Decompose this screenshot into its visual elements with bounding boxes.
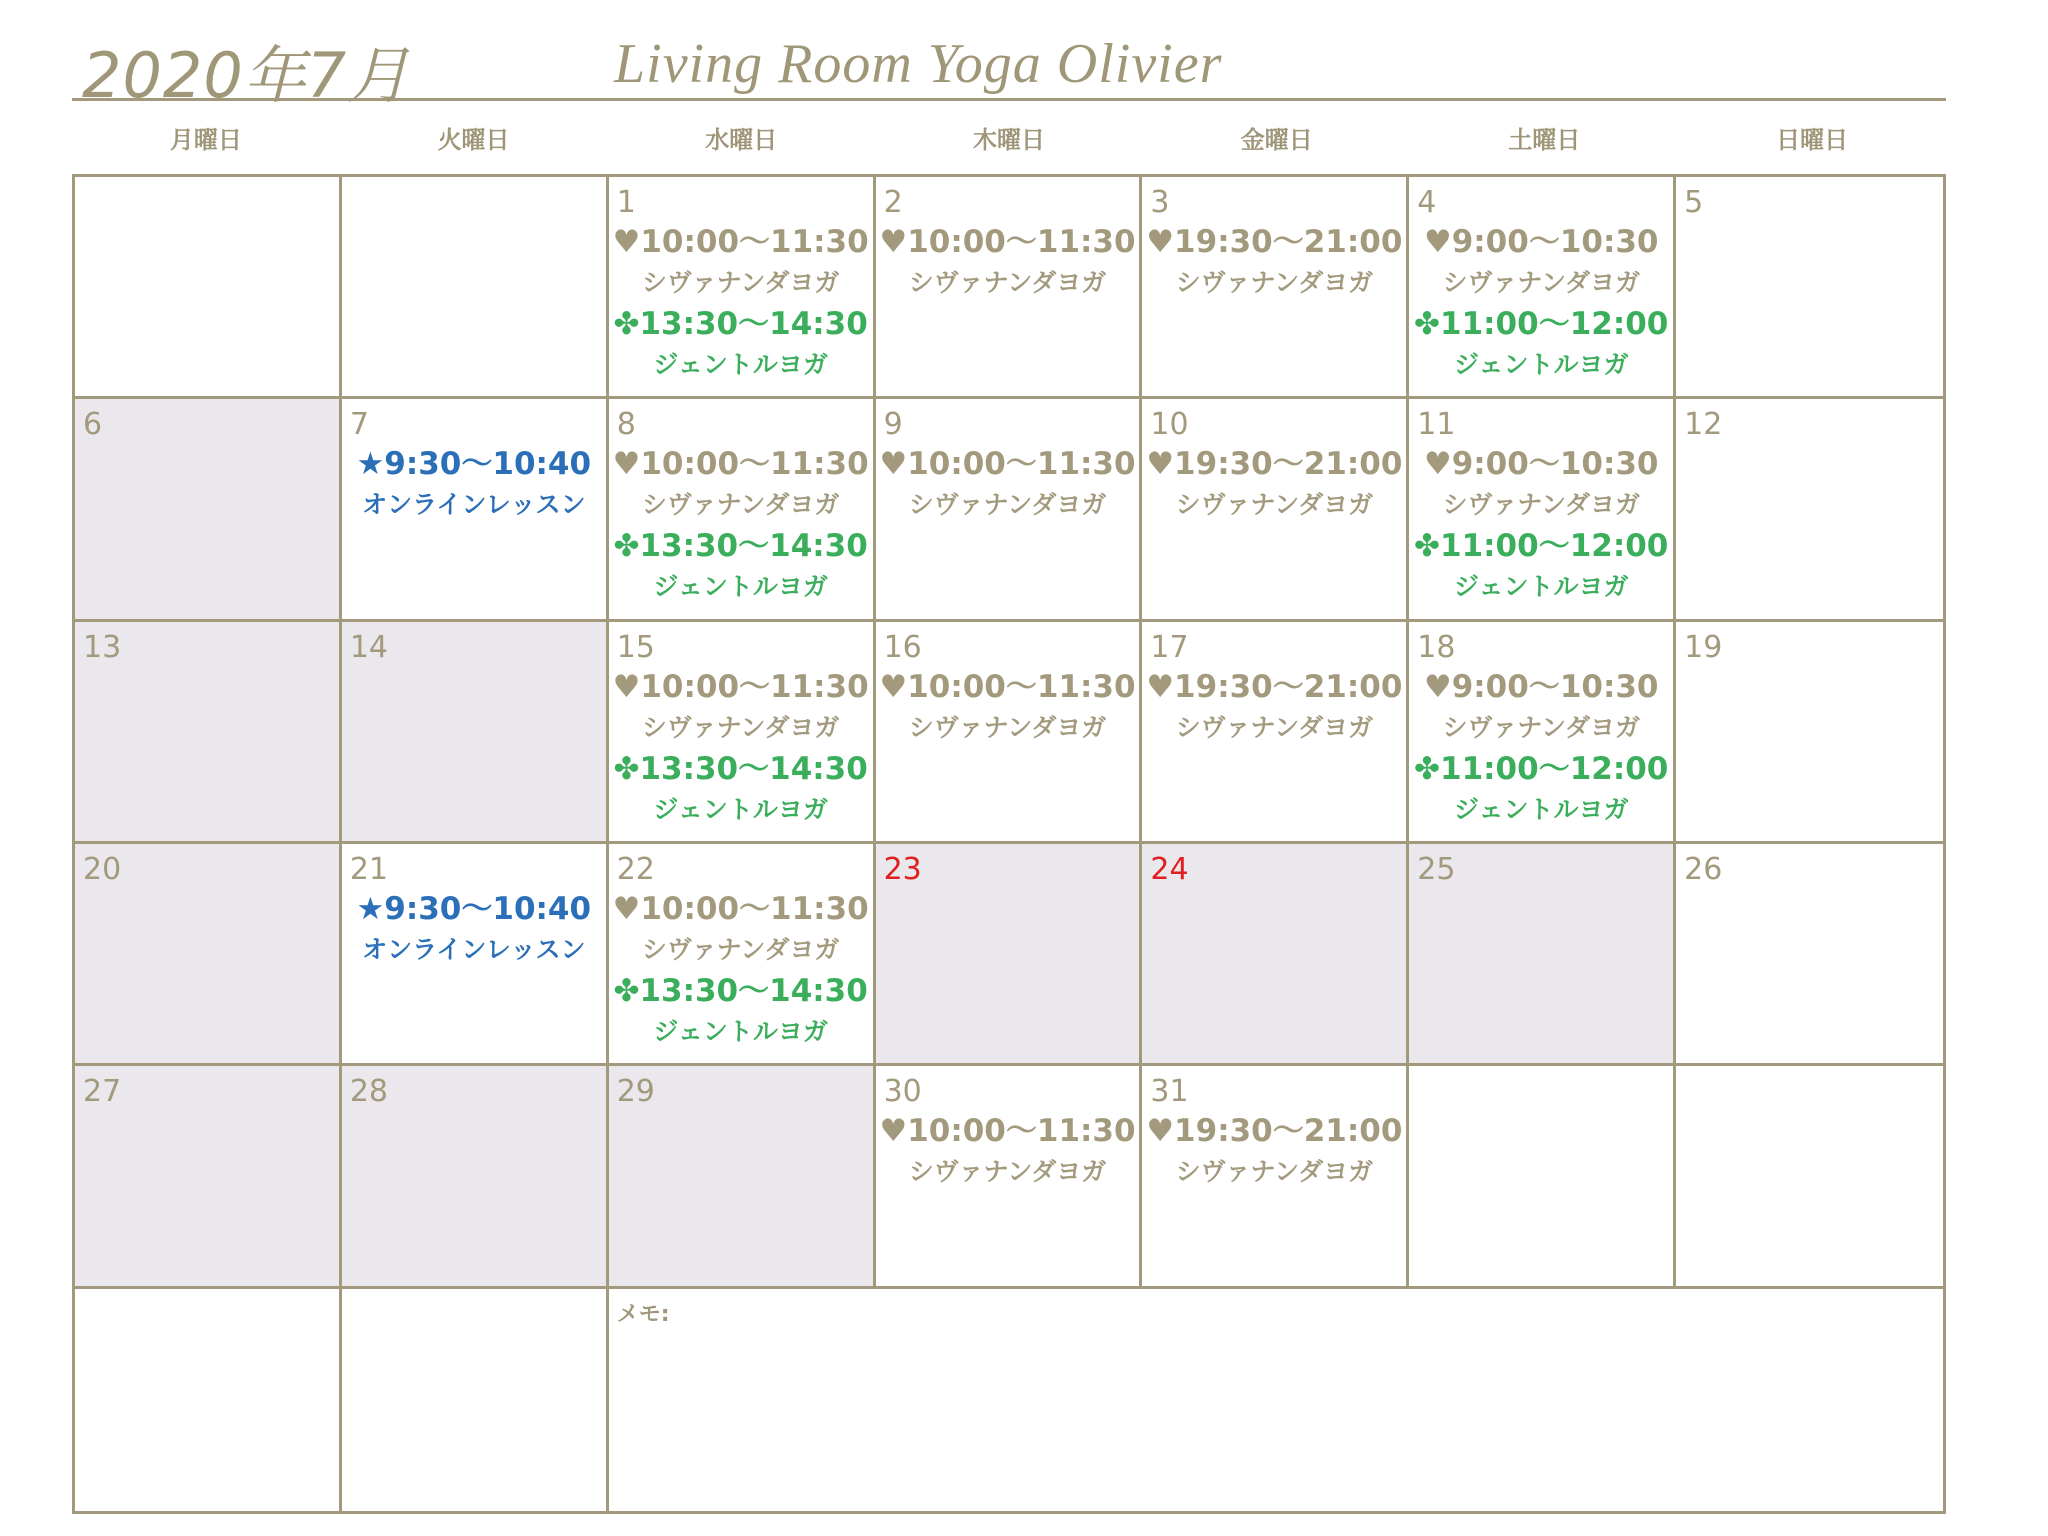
event-time: ♥9:00〜10:30 [1423,446,1659,483]
day-number: 10 [1150,407,1189,443]
day-cell[interactable] [1676,177,1943,399]
event-name: シヴァナンダヨガ [908,490,1107,520]
weekday-label: 土曜日 [1508,126,1581,154]
day-cell[interactable] [1409,844,1676,1066]
event-list [1142,221,1406,303]
event-time: ♥10:00〜11:30 [612,890,869,927]
event-list [609,443,873,607]
day-cell[interactable] [609,399,876,621]
day-number: 21 [349,851,389,887]
event-list [342,443,606,525]
event-time: ✤13:30〜14:30 [613,750,868,787]
day-cell[interactable] [876,177,1143,399]
event-name: シヴァナンダヨガ [908,1157,1107,1187]
event-time: ♥19:30〜21:00 [1146,1113,1403,1150]
event-time: ★9:30〜10:40 [356,446,592,483]
event-name: ジェントルヨガ [1453,350,1629,379]
blank-cell [342,1289,609,1511]
event-time: ♥10:00〜11:30 [612,668,869,705]
day-cell[interactable] [75,844,342,1066]
event-time: ♥19:30〜21:00 [1146,668,1403,705]
day-cell[interactable] [1676,622,1943,844]
day-number: 13 [83,629,122,665]
weekday-label: 日曜日 [1776,126,1849,154]
event-name: シヴァナンダヨガ [641,490,840,520]
day-cell[interactable] [75,1066,342,1288]
event-list [1142,443,1406,525]
event-time: ✤11:00〜12:00 [1414,306,1669,342]
event-time: ♥9:00〜10:30 [1423,224,1659,260]
day-number: 15 [616,629,655,665]
day-number: 6 [83,407,103,443]
day-cell[interactable] [1409,1066,1676,1288]
day-number: 20 [83,851,122,887]
event-time: ♥10:00〜11:30 [879,446,1136,483]
day-number: 17 [1150,629,1189,665]
event-list [876,443,1140,525]
event-name: シヴァナンダヨガ [641,712,840,742]
event-time: ♥10:00〜11:30 [612,446,869,483]
day-cell[interactable] [1142,177,1409,399]
event-time: ✤13:30〜14:30 [613,528,868,565]
day-number: 18 [1417,629,1456,665]
day-number: 28 [349,1074,389,1110]
event-name: シヴァナンダヨガ [1442,712,1640,742]
day-number: 16 [883,629,922,665]
event-name: シヴァナンダヨガ [641,268,840,297]
weekday-label: 金曜日 [1240,126,1313,154]
event-name: シヴァナンダヨガ [1175,268,1374,297]
event-list [609,221,873,385]
event-name: シヴァナンダヨガ [908,268,1107,297]
day-cell[interactable] [1676,399,1943,621]
day-number: 11 [1417,407,1456,443]
event-time: ✤11:00〜12:00 [1414,750,1669,787]
event-time: ♥10:00〜11:30 [879,668,1136,705]
event-name: オンラインレッスン [362,490,586,520]
day-number: 26 [1684,851,1723,887]
day-number: 30 [883,1074,922,1110]
weekday-label: 木曜日 [972,126,1045,154]
day-cell[interactable] [1409,399,1676,621]
day-number: 2 [883,185,903,220]
day-number: 24 [1150,851,1189,887]
day-cell[interactable] [876,844,1143,1066]
day-number: 9 [883,407,903,443]
day-cell[interactable] [75,177,342,399]
day-cell[interactable] [1142,844,1409,1066]
memo-area[interactable] [609,1289,1943,1511]
studio-title: Living Room Yoga Olivier [614,33,1223,95]
event-list [342,888,606,970]
event-time: ♥19:30〜21:00 [1146,224,1403,260]
event-name: オンラインレッスン [362,934,586,964]
memo-label: メモ: [616,1301,670,1327]
event-name: ジェントルヨガ [1453,794,1629,824]
day-cell[interactable] [1409,177,1676,399]
event-list [1409,221,1673,385]
day-number: 19 [1684,629,1723,665]
day-cell[interactable] [1409,622,1676,844]
day-cell[interactable] [342,1066,609,1288]
event-list [876,1110,1140,1192]
event-time: ♥10:00〜11:30 [612,224,869,260]
day-cell[interactable] [342,844,609,1066]
event-time: ♥9:00〜10:30 [1423,668,1659,705]
day-number: 31 [1150,1074,1189,1110]
day-number: 27 [83,1074,122,1110]
day-cell[interactable] [1676,844,1943,1066]
event-name: シヴァナンダヨガ [1442,490,1640,520]
day-cell[interactable] [609,177,876,399]
event-time: ♥10:00〜11:30 [879,224,1136,260]
blank-cell [75,1289,342,1511]
weekday-label: 月曜日 [169,126,242,154]
day-number: 8 [616,407,636,443]
day-number: 22 [616,851,655,887]
day-number: 29 [616,1074,655,1110]
event-name: シヴァナンダヨガ [1442,268,1640,297]
event-time: ★9:30〜10:40 [356,890,592,927]
day-cell[interactable] [75,622,342,844]
event-time: ♥10:00〜11:30 [879,1113,1136,1150]
day-cell[interactable] [609,844,876,1066]
event-list [1409,666,1673,830]
event-name: シヴァナンダヨガ [1175,712,1374,742]
day-cell[interactable] [75,399,342,621]
calendar-grid [72,174,1946,1514]
event-list [1142,666,1406,748]
event-list [1142,1110,1406,1192]
day-number: 23 [883,851,922,887]
event-list [876,666,1140,748]
event-time: ✤11:00〜12:00 [1414,528,1669,565]
event-name: ジェントルヨガ [653,1016,828,1046]
day-cell[interactable] [609,622,876,844]
event-name: シヴァナンダヨガ [908,712,1107,742]
day-cell[interactable] [1142,622,1409,844]
day-number: 14 [349,629,389,665]
day-cell[interactable] [1142,1066,1409,1288]
weekday-label: 火曜日 [437,126,510,154]
calendar-header [72,20,1946,112]
day-number: 12 [1684,407,1723,443]
event-name: ジェントルヨガ [653,794,828,824]
event-time: ✤13:30〜14:30 [613,306,868,342]
weekday-label: 水曜日 [705,126,778,154]
day-cell[interactable] [876,1066,1143,1288]
day-number: 1 [616,185,636,220]
event-name: シヴァナンダヨガ [1175,1157,1374,1187]
event-time: ♥19:30〜21:00 [1146,446,1403,483]
day-number: 5 [1684,185,1704,220]
day-number: 4 [1417,185,1437,220]
event-name: ジェントルヨガ [653,572,828,602]
day-cell[interactable] [876,399,1143,621]
event-list [609,666,873,830]
event-name: シヴァナンダヨガ [1175,490,1374,520]
day-cell[interactable] [876,622,1143,844]
event-name: ジェントルヨガ [1453,572,1629,602]
day-cell[interactable] [1142,399,1409,621]
event-list [876,221,1140,303]
day-number: 7 [349,407,369,443]
event-list [1409,443,1673,607]
event-time: ✤13:30〜14:30 [613,972,868,1009]
weekday-header-row [72,118,1946,162]
month-title: 2020年7月 [82,39,411,112]
day-cell[interactable] [609,1066,876,1288]
event-name: ジェントルヨガ [653,350,828,379]
event-name: シヴァナンダヨガ [641,934,840,964]
day-cell[interactable] [342,399,609,621]
event-list [609,888,873,1052]
day-cell[interactable] [1676,1066,1943,1288]
day-cell[interactable] [342,622,609,844]
day-cell[interactable] [342,177,609,399]
day-number: 25 [1417,851,1456,887]
day-number: 3 [1150,185,1170,220]
